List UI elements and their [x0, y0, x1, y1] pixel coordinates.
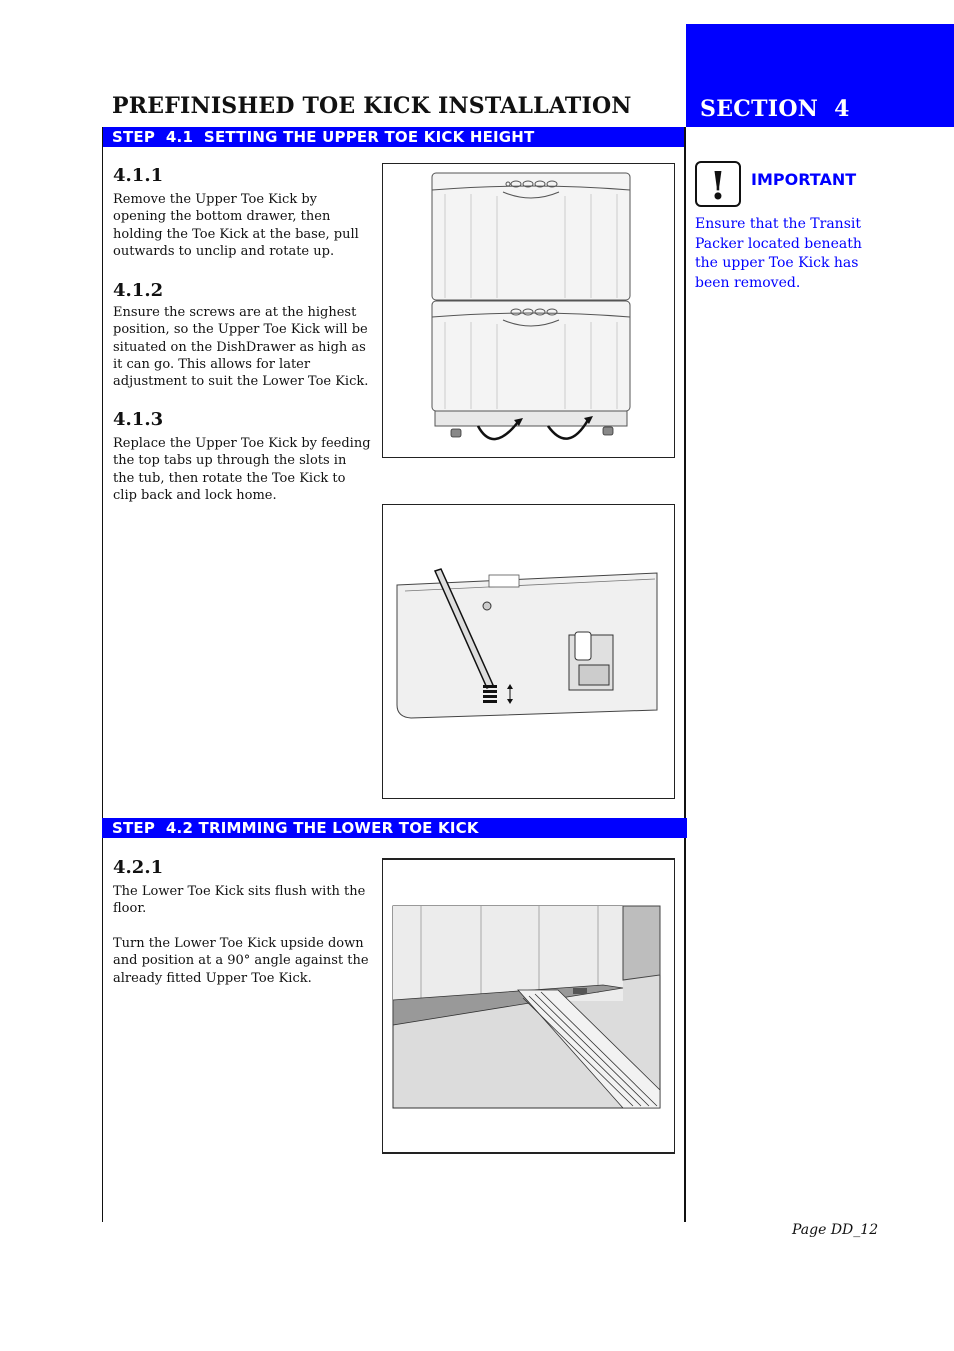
- step-4-1-3-text: Replace the Upper Toe Kick by feeding the top tabs up through the slots in the tub, then rotate the Toe Kick to clip back and lock home.: [113, 436, 371, 503]
- toe-kick-screw-figure: [382, 504, 675, 799]
- right-rule: [684, 127, 686, 1222]
- step-4-2-1-number: 4.2.1: [113, 857, 164, 878]
- step-4-1-3-number: 4.1.3: [113, 409, 164, 430]
- important-text: Ensure that the Transit Packer located beneath the upper Toe Kick has been removed.: [695, 216, 862, 291]
- lower-toe-kick-figure: [382, 858, 675, 1154]
- step-4-1-1-number: 4.1.1: [113, 165, 164, 186]
- page-title: PREFINISHED TOE KICK INSTALLATION: [112, 93, 632, 119]
- section-title: SECTION 4: [700, 96, 850, 122]
- important-label: IMPORTANT: [751, 170, 857, 189]
- warning-icon: [695, 161, 741, 207]
- warning-icon-glyph: !: [709, 163, 727, 205]
- left-rule: [102, 127, 103, 1222]
- dishdrawer-figure: [382, 163, 675, 458]
- step-4-1-2-number: 4.1.2: [113, 280, 164, 301]
- step-4-1-bar: STEP 4.1 SETTING THE UPPER TOE KICK HEIGHT: [102, 127, 686, 147]
- step-4-1-1-text: Remove the Upper Toe Kick by opening the bottom drawer, then holding the Toe Kick at the base, pull outwards to unclip and rotate up.: [113, 192, 359, 259]
- step-4-2-1-text: The Lower Toe Kick sits flush with the floor.: [113, 884, 366, 917]
- page-number: Page DD_12: [792, 1222, 879, 1238]
- step-4-1-2-text: Ensure the screws are at the highest position, so the Upper Toe Kick will be situated on the DishDrawer as high as it can go. This allows for later adjustment to suit the Lower Toe Kick.: [113, 305, 369, 390]
- step-4-2-bar: STEP 4.2 TRIMMING THE LOWER TOE KICK: [102, 818, 687, 838]
- step-4-2-1-text-2: Turn the Lower Toe Kick upside down and position at a 90° angle against the already fitted Upper Toe Kick.: [113, 936, 369, 986]
